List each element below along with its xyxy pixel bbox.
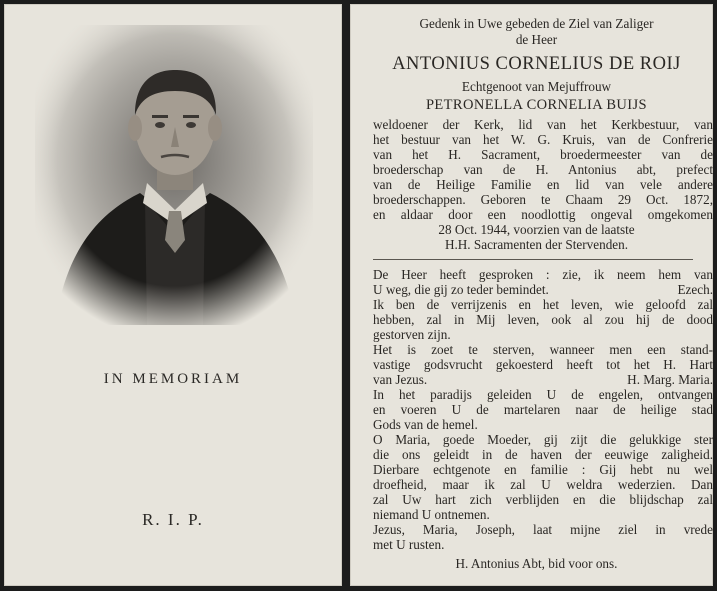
intro-line-2: de Heer [515, 32, 558, 47]
prayer-line: die ons geleidt in de haven der eeuwige zaligheid. [373, 447, 713, 462]
prayer-line: Jezus, Maria, Joseph, laat mijne ziel in vrede [373, 522, 713, 537]
closing-invocation: H. Antonius Abt, bid voor ons. [455, 556, 618, 571]
sacrament-line: H.H. Sacramenten der Stervenden. [444, 237, 629, 252]
bio-line: het bestuur van het W. G. Kruis, van de Confrerie [373, 132, 713, 147]
bio-line: weldoener der Kerk, lid van het Kerkbestuur, van [373, 117, 713, 132]
prayer-line: hebben, zal in Mij leven, ook al zou hij de dood [373, 312, 713, 327]
prayer-line: In het paradijs geleiden U de engelen, ontvangen [373, 387, 713, 402]
prayer-line: De Heer heeft gesproken : zie, ik neem hem van [373, 267, 713, 282]
prayer-line: O Maria, goede Moeder, gij zijt die gelukkige ster [373, 432, 713, 447]
rip-text: R. I. P. [142, 510, 204, 529]
bio-line: broederschappen. Geboren te Chaam 29 Oct. 1872, [373, 192, 713, 207]
prayer-source: Ezech. [677, 282, 713, 297]
spouse-name: PETRONELLA CORNELIA BUIJS [425, 97, 648, 113]
prayer-source: H. Marg. Maria. [627, 372, 713, 387]
prayer-line: gestorven zijn. [373, 327, 451, 342]
prayer-line: en voeren U de martelaren naar de heilige stad [373, 402, 713, 417]
prayer-line: Het is zoet te sterven, wanneer men een stand- [373, 342, 713, 357]
prayer-line: Dierbare echtgenote en familie : Gij hebt nu wel [373, 462, 713, 477]
prayer-line [373, 372, 713, 387]
portrait-photo [35, 25, 313, 325]
prayer-line: niemand U ontnemen. [373, 507, 490, 522]
death-date-line: 28 Oct. 1944, voorzien van de laatste [438, 222, 635, 237]
prayer-line: vastige godsvrucht gekoesterd heeft tot het H. Hart [373, 357, 713, 372]
prayer-line: met U rusten. [373, 537, 445, 552]
in-memoriam-heading: IN MEMORIAM [103, 371, 243, 387]
spouse-intro: Echtgenoot van Mejuffrouw [461, 79, 612, 94]
prayer-line: Gods van de hemel. [373, 417, 478, 432]
memorial-card-back [350, 4, 713, 586]
bio-line: en aldaar door een noodlottig ongeval omgekomen [373, 207, 713, 222]
intro-line: Gedenk in Uwe gebeden de Ziel van Zaliger [419, 16, 654, 31]
prayer-line [373, 282, 713, 297]
bio-line: broederschap van de H. Antonius abt, prefect [373, 162, 713, 177]
memorial-card-front [4, 4, 342, 586]
section-divider [373, 259, 693, 260]
bio-line: van de Heilige Familie en lid van vele andere [373, 177, 713, 192]
prayer-text: van Jezus. [373, 372, 428, 387]
deceased-name: ANTONIUS CORNELIUS DE ROIJ [392, 54, 681, 74]
prayer-text: U weg, die gij zo teder bemindet. [373, 282, 549, 297]
prayer-line: Ik ben de verrijzenis en het leven, wie geloofd zal [373, 297, 713, 312]
bio-line: van het H. Sacrament, broedermeester van de [373, 147, 713, 162]
portrait-figure [35, 25, 313, 325]
prayer-line: droefheid, maar ik zal U weldra wederzien. Dan [373, 477, 713, 492]
prayer-line: zal Uw hart zich verblijden en die blijdschap zal [373, 492, 713, 507]
